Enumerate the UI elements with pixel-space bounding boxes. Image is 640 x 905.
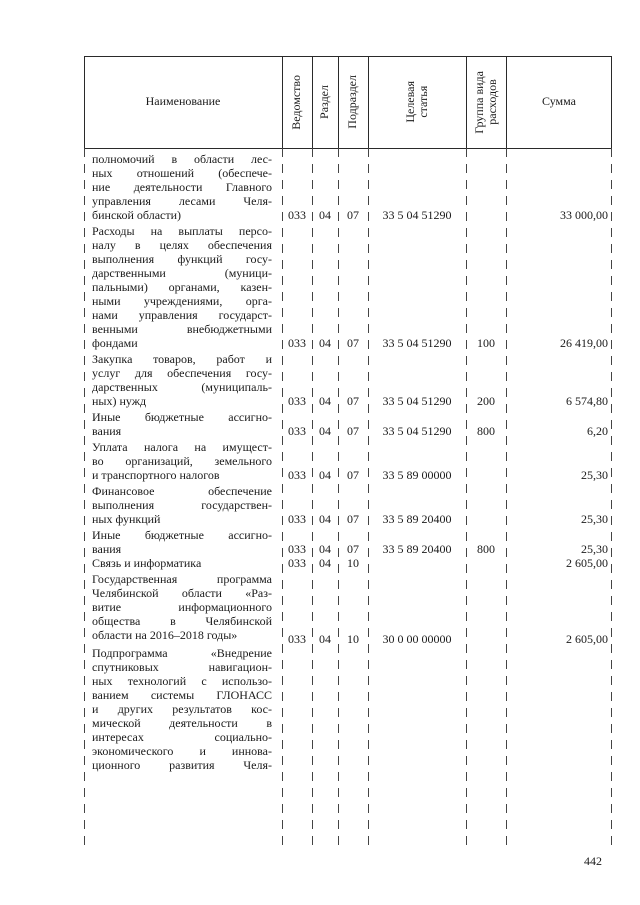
name-line: выполнения государствен- [92, 498, 272, 512]
header-name-label: Наименование [145, 94, 221, 109]
column-divider [282, 148, 283, 848]
name-line: нами управления государст- [92, 308, 272, 322]
name-line: Иные бюджетные ассигно- [92, 528, 272, 542]
cell-razdel: 04 [319, 542, 331, 556]
cell-summa: 25,30 [581, 512, 608, 526]
name-line: ционного развития Челя- [92, 758, 272, 772]
page-number: 442 [584, 854, 602, 868]
name-line: управления лесами Челя- [92, 194, 272, 208]
header-vedomstvo [282, 56, 312, 148]
budget-table [84, 56, 612, 848]
cell-podrazdel: 07 [347, 208, 359, 222]
name-line: ванием системы ГЛОНАСС [92, 688, 272, 702]
cell-gruppa: 200 [477, 394, 495, 408]
name-line: экономического и иннова- [92, 744, 272, 758]
name-line: ных отношений (обеспече- [92, 166, 272, 180]
cell-razdel: 04 [319, 468, 331, 482]
name-line: ных технологий с использо- [92, 674, 272, 688]
name-line: Финансовое обеспечение [92, 484, 272, 498]
cell-summa: 6 574,80 [566, 394, 608, 408]
name-line: мической деятельности в [92, 716, 272, 730]
cell-podrazdel: 07 [347, 424, 359, 438]
cell-summa: 6,20 [587, 424, 608, 438]
name-line: и транспортного налогов [92, 468, 220, 482]
cell-podrazdel: 10 [347, 556, 359, 570]
cell-vedomstvo: 033 [288, 336, 306, 350]
header-gruppa [466, 56, 506, 148]
column-divider [368, 148, 369, 848]
name-line: общества в Челябинской [92, 614, 272, 628]
name-line: налу в целях обеспечения [92, 238, 272, 252]
cell-vedomstvo: 033 [288, 394, 306, 408]
cell-vedomstvo: 033 [288, 556, 306, 570]
cell-vedomstvo: 033 [288, 632, 306, 646]
cell-vedomstvo: 033 [288, 468, 306, 482]
name-line: интересах социально- [92, 730, 272, 744]
cell-celevaya: 30 0 00 00000 [382, 632, 452, 646]
cell-celevaya: 33 5 04 51290 [382, 424, 452, 438]
name-line: ных) нужд [92, 394, 147, 408]
cell-summa: 26 419,00 [560, 336, 608, 350]
name-line: ных функций [92, 512, 161, 526]
name-line: области на 2016–2018 годы» [92, 628, 238, 642]
header-podrazdel-label: Подраздел [345, 75, 360, 129]
cell-summa: 2 605,00 [566, 632, 608, 646]
name-line: Иные бюджетные ассигно- [92, 410, 272, 424]
cell-summa: 25,30 [581, 542, 608, 556]
header-summa [506, 56, 612, 148]
column-divider [506, 148, 507, 848]
cell-gruppa: 800 [477, 424, 495, 438]
cell-celevaya: 33 5 04 51290 [382, 208, 452, 222]
name-line: вания [92, 542, 122, 556]
name-line: полномочий в области лес- [92, 152, 272, 166]
cell-gruppa: 100 [477, 336, 495, 350]
name-line: дарственных (муниципаль- [92, 380, 272, 394]
name-line: фондами [92, 336, 138, 350]
name-line: бинской области) [92, 208, 182, 222]
name-line: витие информационного [92, 600, 272, 614]
name-line: Закупка товаров, работ и [92, 352, 272, 366]
cell-podrazdel: 07 [347, 336, 359, 350]
cell-podrazdel: 07 [347, 468, 359, 482]
name-line: дарственными (муници- [92, 266, 272, 280]
cell-razdel: 04 [319, 512, 331, 526]
header-razdel [312, 56, 338, 148]
cell-summa: 33 000,00 [560, 208, 608, 222]
name-line: выполнения функций госу- [92, 252, 272, 266]
name-line: Челябинской области «Раз- [92, 586, 272, 600]
name-line: спутниковых навигацион- [92, 660, 272, 674]
name-line: услуг для обеспечения госу- [92, 366, 272, 380]
name-line: во организаций, земельного [92, 454, 272, 468]
cell-podrazdel: 07 [347, 512, 359, 526]
cell-vedomstvo: 033 [288, 542, 306, 556]
cell-podrazdel: 07 [347, 542, 359, 556]
cell-vedomstvo: 033 [288, 512, 306, 526]
column-divider [611, 148, 612, 848]
name-line: ние деятельности Главного [92, 180, 272, 194]
name-line: ными учреждениями, орга- [92, 294, 272, 308]
cell-celevaya: 33 5 89 20400 [382, 512, 452, 526]
cell-celevaya: 33 5 89 20400 [382, 542, 452, 556]
name-line: пальными) органами, казен- [92, 280, 272, 294]
name-line: Связь и информатика [92, 556, 202, 570]
cell-razdel: 04 [319, 632, 331, 646]
header-gruppa-label: Группа вида расходов [471, 70, 499, 134]
name-line: Государственная программа [92, 572, 272, 586]
cell-summa: 25,30 [581, 468, 608, 482]
header-summa-label: Сумма [542, 94, 576, 109]
name-line: Подпрограмма «Внедрение [92, 646, 272, 660]
name-line: Расходы на выплаты персо- [92, 224, 272, 238]
cell-razdel: 04 [319, 336, 331, 350]
header-bottom-border [84, 148, 612, 149]
cell-razdel: 04 [319, 556, 331, 570]
header-razdel-label: Раздел [317, 85, 332, 119]
cell-celevaya: 33 5 04 51290 [382, 394, 452, 408]
header-celevaya-label: Целевая статья [402, 81, 430, 123]
cell-podrazdel: 07 [347, 394, 359, 408]
column-divider [338, 148, 339, 848]
name-line: вания [92, 424, 122, 438]
cell-celevaya: 33 5 04 51290 [382, 336, 452, 350]
name-line: и других результатов кос- [92, 702, 272, 716]
name-line: венными внебюджетными [92, 322, 272, 336]
cell-vedomstvo: 033 [288, 424, 306, 438]
header-vedomstvo-label: Ведомство [289, 74, 304, 130]
cell-vedomstvo: 033 [288, 208, 306, 222]
column-divider [84, 148, 85, 848]
cell-podrazdel: 10 [347, 632, 359, 646]
name-line: Уплата налога на имущест- [92, 440, 272, 454]
cell-celevaya: 33 5 89 00000 [382, 468, 452, 482]
header-name [84, 56, 282, 148]
cell-summa: 2 605,00 [566, 556, 608, 570]
cell-razdel: 04 [319, 394, 331, 408]
header-podrazdel [338, 56, 368, 148]
cell-razdel: 04 [319, 208, 331, 222]
column-divider [312, 148, 313, 848]
cell-razdel: 04 [319, 424, 331, 438]
header-celevaya [368, 56, 466, 148]
column-divider [466, 148, 467, 848]
cell-gruppa: 800 [477, 542, 495, 556]
